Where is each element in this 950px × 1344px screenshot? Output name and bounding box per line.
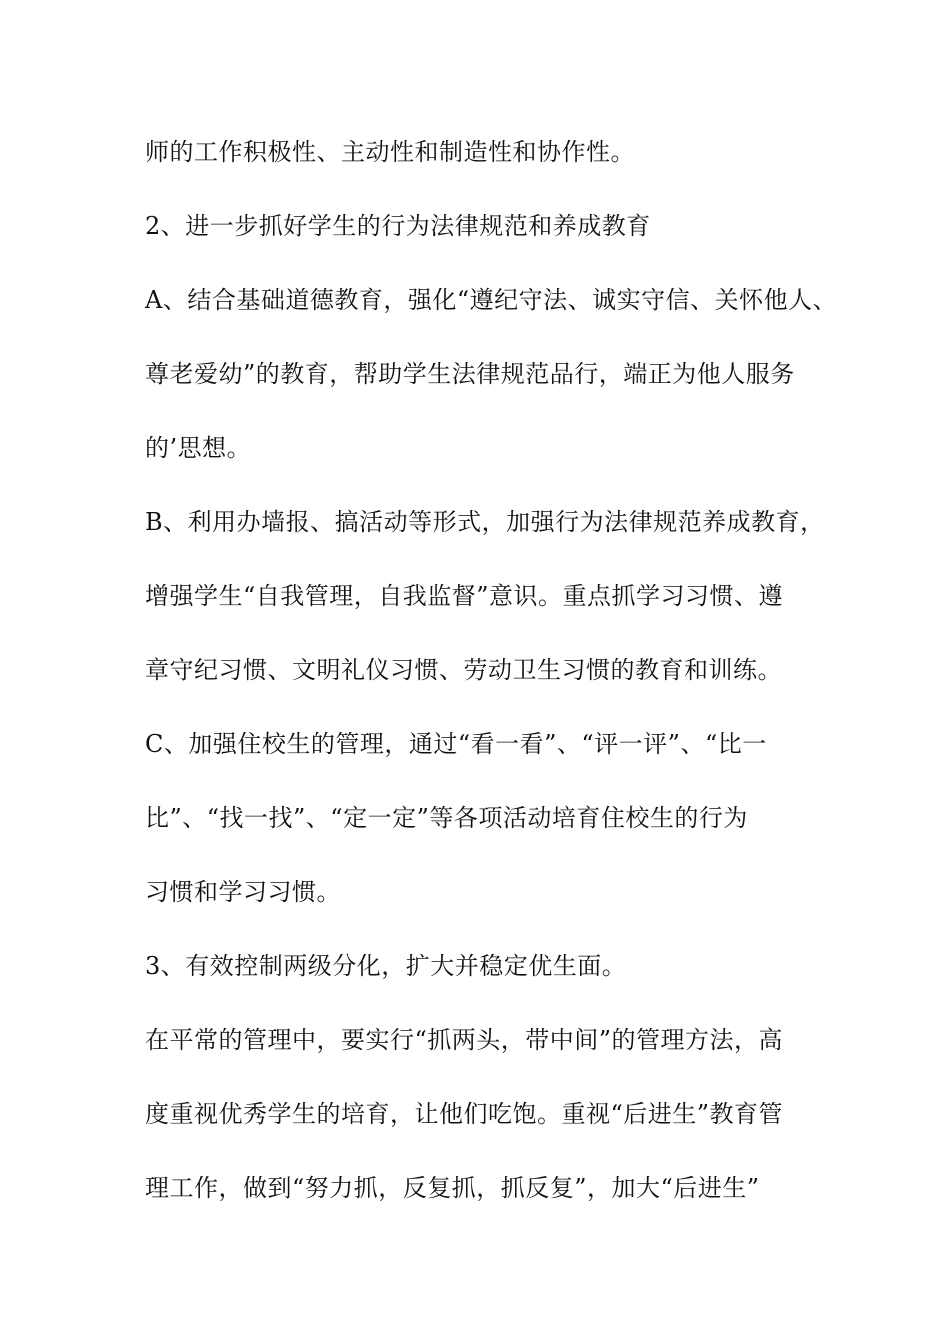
text-line: 在平常的管理中，要实行“抓两头，带中间”的管理方法，高	[145, 1026, 784, 1054]
text-line: B、利用办墙报、搞活动等形式，加强行为法律规范养成教育，	[145, 508, 825, 536]
text-line: C、加强住校生的管理，通过“看一看”、“评一评”、“比一	[145, 730, 767, 758]
section-heading: 3、有效控制两级分化，扩大并稳定优生面。	[145, 952, 627, 980]
section-heading: 2、进一步抓好学生的行为法律规范和养成教育	[145, 212, 651, 240]
text-line: 习惯和学习习惯。	[145, 878, 341, 906]
text-line: 章守纪习惯、文明礼仪习惯、劳动卫生习惯的教育和训练。	[145, 656, 782, 684]
text-line: 尊老爱幼”的教育，帮助学生法律规范品行，端正为他人服务	[145, 360, 795, 388]
text-line: 的’思想。	[145, 434, 252, 462]
text-line: 理工作，做到“努力抓，反复抓，抓反复”，加大“后进生”	[145, 1174, 760, 1202]
text-line: 增强学生“自我管理，自我监督”意识。重点抓学习习惯、遵	[145, 582, 784, 610]
text-line: 比”、“找一找”、“定一定”等各项活动培育住校生的行为	[145, 804, 748, 832]
text-line: A、结合基础道德教育，强化“遵纪守法、诚实守信、关怀他人、	[145, 286, 838, 314]
text-line: 师的工作积极性、主动性和制造性和协作性。	[145, 138, 635, 166]
text-line: 度重视优秀学生的培育，让他们吃饱。重视“后进生”教育管	[145, 1100, 784, 1128]
